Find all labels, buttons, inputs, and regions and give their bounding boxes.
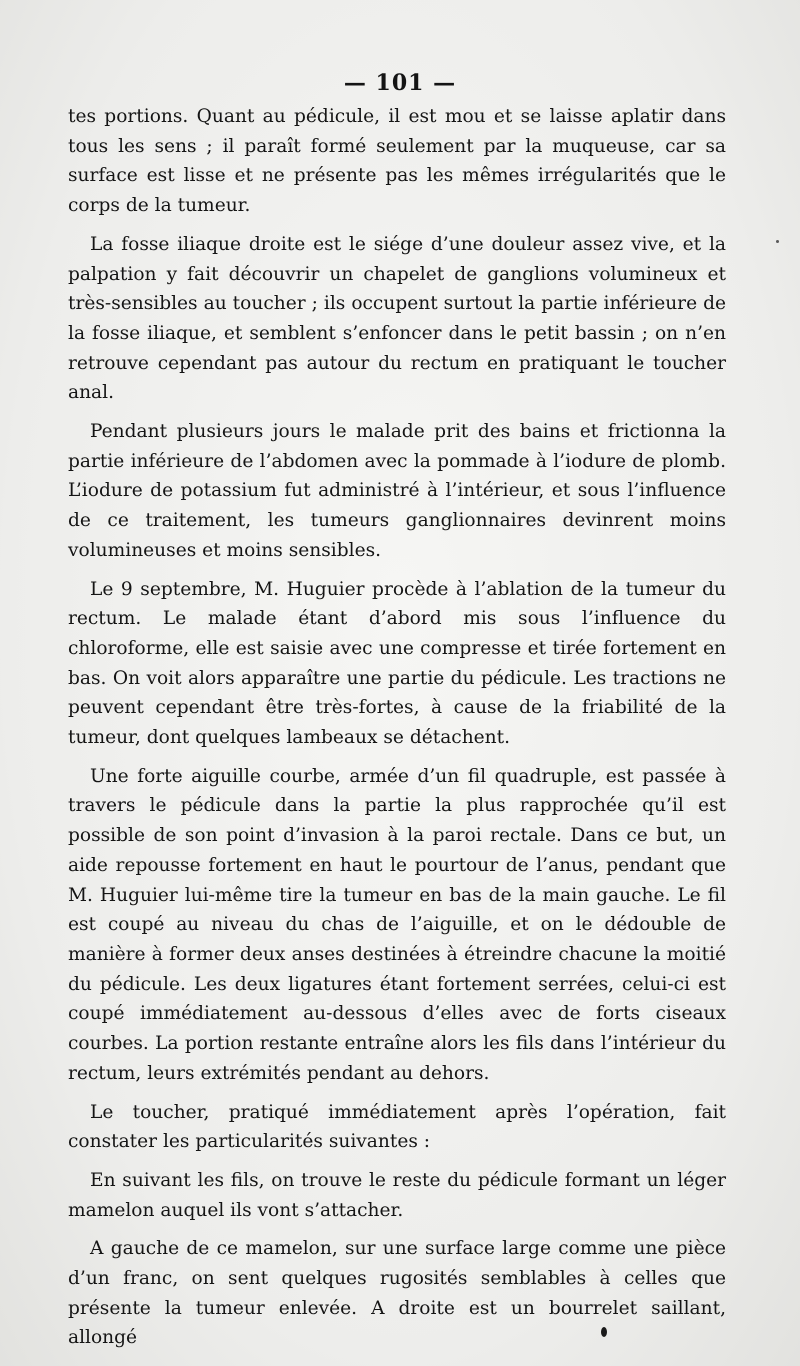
paragraph-1: tes portions. Quant au pédicule, il est mou et se laisse aplatir dans tous les sens ; il paraît formé seulement par la muqueuse, car sa surface est lisse et ne présente pas les mêmes irrégularités que le corps de la tumeur. (68, 106, 726, 217)
paragraph-8: A gauche de ce mamelon, sur une surface large comme une pièce d’un franc, on sent quelques rugosités semblables à celles que présente la tumeur enlevée. A droite est un bourrelet saillant, allongé (68, 1238, 726, 1349)
ink-speck-mark (601, 1327, 607, 1337)
paragraph-5: Une forte aiguille courbe, armée d’un fil quadruple, est passée à travers le pédicule dans la partie la plus rapprochée qu’il est possible de son point d’invasion à la paroi rectale. Dans ce but, un aide repousse fortement en haut le pourtour de l’anus, pendant que M. Huguier lui-même tire la tumeur en bas de la main gauche. Le fil est coupé au niveau du chas de l’aiguille, et on le dédouble de manière à former deux anses destinées à étreindre chacune la moitié du pédicule. Les deux ligatures étant fortement serrées, celui-ci est coupé immédiatement au-dessous d’elles avec de forts ciseaux courbes. La portion restante entraîne alors les fils dans l’intérieur du rectum, leurs extrémités pendant au dehors. (68, 765, 726, 1084)
body-text (68, 102, 726, 1353)
ink-dot-mark (776, 240, 779, 243)
paragraph-7: En suivant les fils, on trouve le reste du pédicule formant un léger mamelon auquel ils vont s’attacher. (68, 1169, 726, 1221)
paragraph-4: Le 9 septembre, M. Huguier procède à l’ablation de la tumeur du rectum. Le malade étant d’abord mis sous l’influence du chloroforme, elle est saisie avec une compresse et tirée fortement en bas. On voit alors apparaître une partie du pédicule. Les tractions ne peuvent cependant être très-fortes, à cause de la friabilité de la tumeur, dont quelques lambeaux se détachent. (68, 578, 726, 749)
paragraph-2: La fosse iliaque droite est le siége d’une douleur assez vive, et la palpation y fait découvrir un chapelet de ganglions volumineux et très-sensibles au toucher ; ils occupent surtout la partie inférieure de la fosse iliaque, et semblent s’enfoncer dans le petit bassin ; on n’en retrouve cependant pas autour du rectum en pratiquant le toucher anal. (68, 233, 726, 404)
page-number-header: — 101 — (343, 70, 457, 96)
paragraph-3: Pendant plusieurs jours le malade prit des bains et frictionna la partie inférieure de l’abdomen avec la pommade à l’iodure de plomb. L’iodure de potassium fut administré à l’intérieur, et sous l’influence de ce traitement, les tumeurs ganglionnaires devinrent moins volumineuses et moins sensibles. (68, 421, 726, 561)
paragraph-6: Le toucher, pratiqué immédiatement après l’opération, fait constater les particularités suivantes : (68, 1101, 726, 1153)
